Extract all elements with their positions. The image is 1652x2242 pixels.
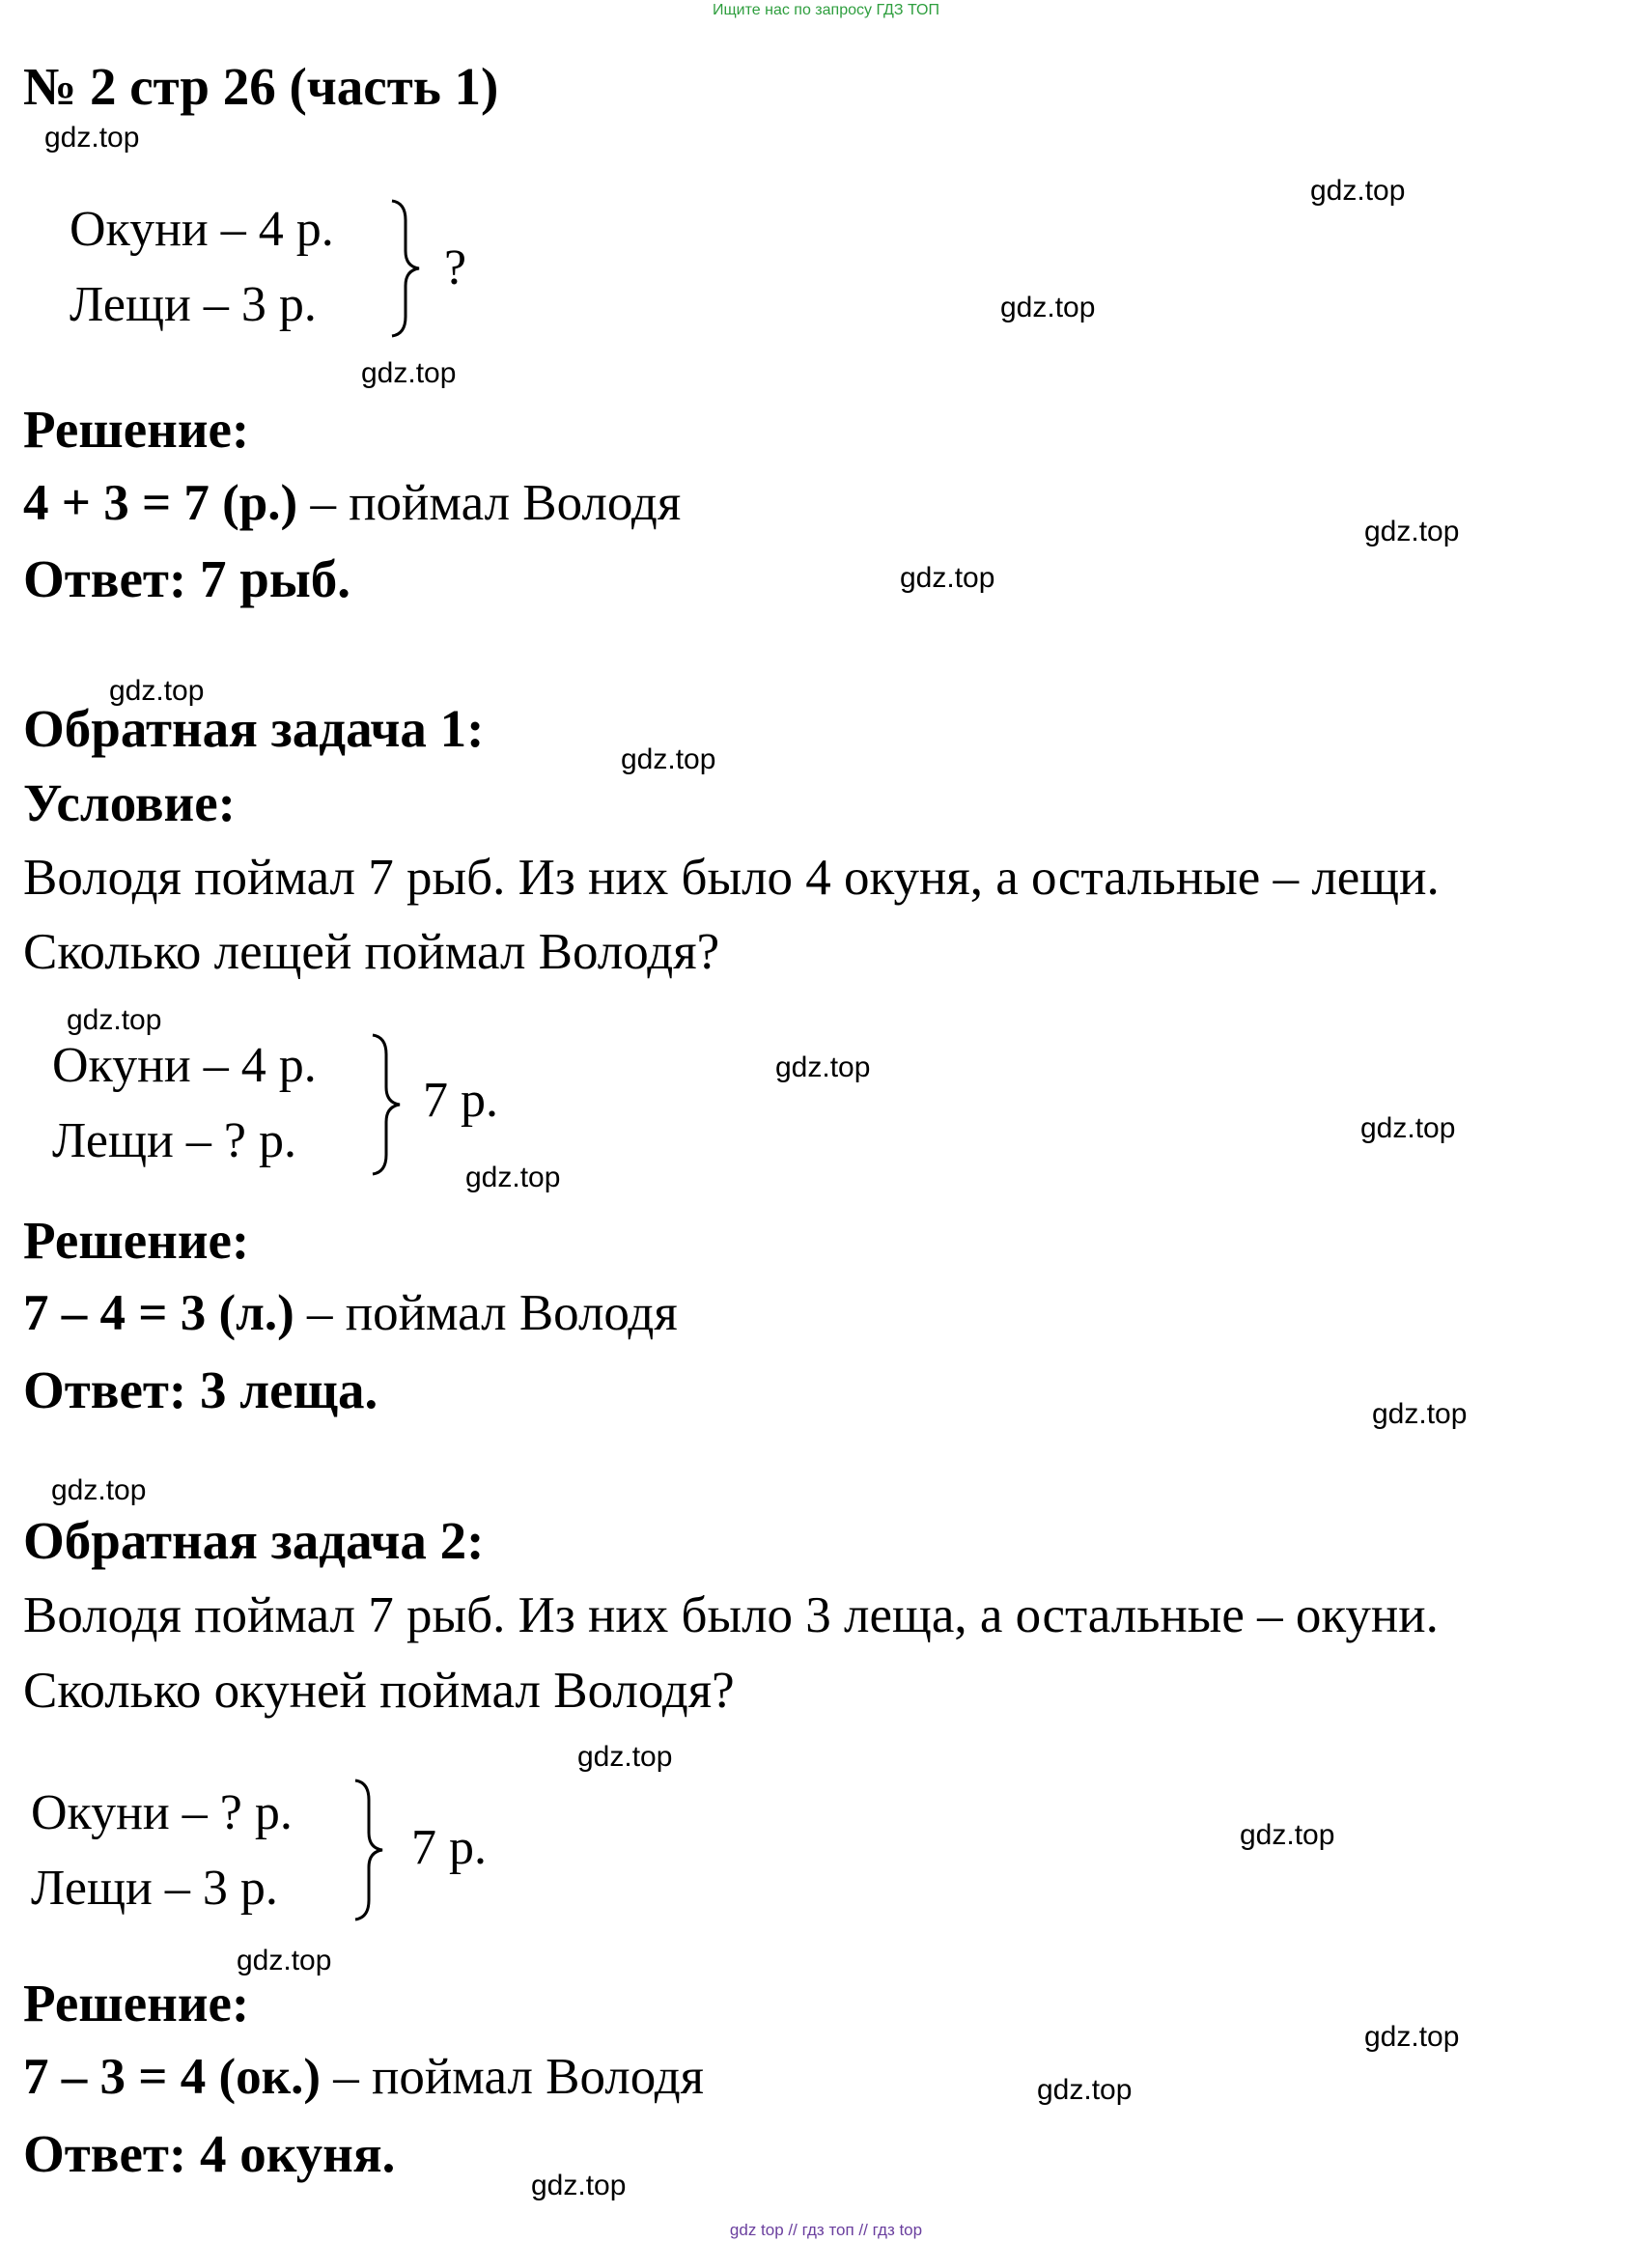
brief-scheme-3 <box>31 1773 533 1927</box>
solution-text: – поймал Володя <box>294 1285 678 1341</box>
solution-line <box>23 474 681 532</box>
watermark: gdz.top <box>67 1004 162 1036</box>
condition-text-line-1: Володя поймал 7 рыб. Из них было 3 леща, а остальные – окуни. <box>23 1587 1439 1643</box>
condition-label: Условие: <box>23 773 236 832</box>
watermark: gdz.top <box>465 1162 561 1193</box>
watermark: gdz.top <box>109 675 205 707</box>
solution-label: Решение: <box>23 400 250 459</box>
scheme-row-bream: Лещи – 3 р. <box>31 1861 278 1916</box>
answer-line: Ответ: 7 рыб. <box>23 549 351 608</box>
solution-text: – поймал Володя <box>321 2049 705 2105</box>
scheme-total: 7 р. <box>423 1073 498 1128</box>
solution-text: – поймал Володя <box>297 475 682 531</box>
footer-watermark: gdz top // гдз топ // гдз top <box>729 2221 923 2239</box>
watermark: gdz.top <box>1037 2074 1133 2106</box>
brace-icon <box>350 1777 388 1923</box>
watermark: gdz.top <box>1360 1112 1456 1144</box>
watermark: gdz.top <box>361 357 457 389</box>
condition-text-line-2: Сколько окуней поймал Володя? <box>23 1663 735 1719</box>
answer-line: Ответ: 4 окуня. <box>23 2124 396 2183</box>
watermark: gdz.top <box>51 1474 147 1506</box>
scheme-total: ? <box>444 240 467 295</box>
watermark: gdz.top <box>1240 1819 1335 1851</box>
top-banner: Ищите нас по запросу ГДЗ ТОП <box>713 2 939 18</box>
solution-label: Решение: <box>23 1974 250 2032</box>
scheme-row-perch: Окуни – ? р. <box>31 1785 293 1840</box>
scheme-total: 7 р. <box>411 1820 487 1875</box>
condition-text-line-1: Володя поймал 7 рыб. Из них было 4 окуня, а остальные – лещи. <box>23 850 1440 906</box>
watermark: gdz.top <box>577 1741 673 1773</box>
watermark: gdz.top <box>44 122 140 154</box>
solution-line <box>23 1284 678 1342</box>
solution-expression: 7 – 4 = 3 (л.) <box>23 1285 294 1341</box>
brief-scheme-2 <box>52 1027 554 1182</box>
watermark: gdz.top <box>621 743 716 775</box>
solution-label: Решение: <box>23 1211 250 1270</box>
condition-text-line-2: Сколько лещей поймал Володя? <box>23 924 720 980</box>
scheme-row-perch: Окуни – 4 р. <box>70 202 334 257</box>
watermark: gdz.top <box>1364 516 1460 547</box>
solution-expression: 4 + 3 = 7 (р.) <box>23 475 298 531</box>
brace-icon <box>367 1031 406 1178</box>
scheme-row-bream: Лещи – 3 р. <box>70 277 317 332</box>
answer-line: Ответ: 3 леща. <box>23 1360 378 1419</box>
brief-scheme-1 <box>70 193 494 348</box>
watermark: gdz.top <box>900 562 995 594</box>
watermark: gdz.top <box>531 2170 627 2201</box>
inverse-task-2-heading: Обратная задача 2: <box>23 1511 485 1570</box>
watermark: gdz.top <box>237 1945 332 1976</box>
watermark: gdz.top <box>1310 175 1406 207</box>
scheme-row-perch: Окуни – 4 р. <box>52 1038 317 1093</box>
inverse-task-1-heading: Обратная задача 1: <box>23 699 485 758</box>
brace-icon <box>386 197 425 340</box>
watermark: gdz.top <box>775 1051 871 1083</box>
page-title: № 2 стр 26 (часть 1) <box>23 57 499 116</box>
solution-line <box>23 2048 704 2106</box>
scheme-row-bream: Лещи – ? р. <box>52 1113 296 1168</box>
watermark: gdz.top <box>1000 292 1096 323</box>
watermark: gdz.top <box>1364 2021 1460 2053</box>
watermark: gdz.top <box>1372 1398 1468 1430</box>
solution-expression: 7 – 3 = 4 (ок.) <box>23 2049 322 2105</box>
